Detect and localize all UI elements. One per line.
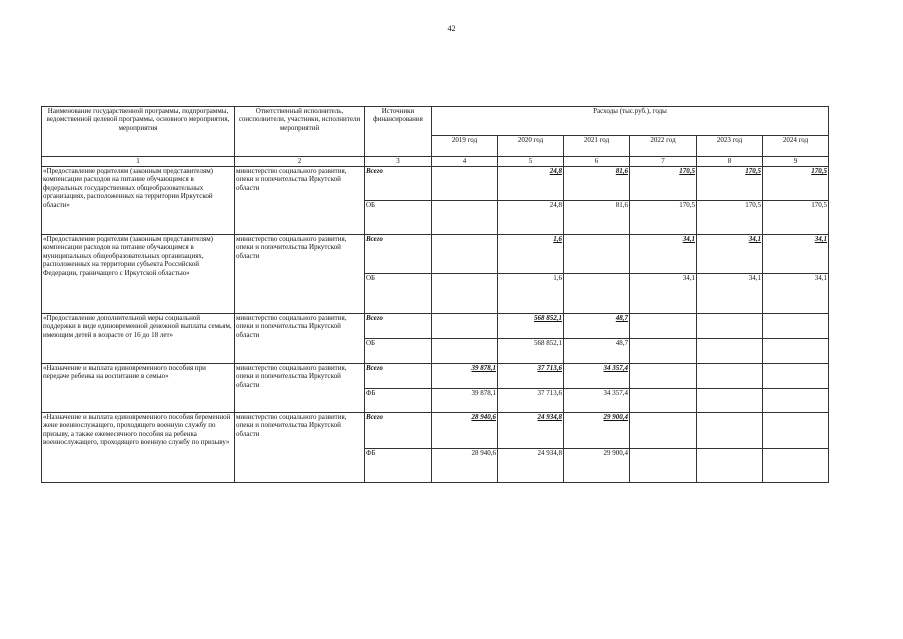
total-value bbox=[630, 314, 697, 339]
total-value: 1,6 bbox=[498, 235, 564, 274]
total-value: 24,8 bbox=[498, 167, 564, 201]
source-value: 1,6 bbox=[498, 274, 564, 314]
header-year: 2024 год bbox=[763, 136, 829, 157]
source-value bbox=[697, 449, 763, 483]
total-value: 170,5 bbox=[697, 167, 763, 201]
source-total-label: Всего bbox=[365, 314, 432, 339]
total-value bbox=[697, 364, 763, 389]
measure-name: «Предоставление родителям (законным представителям) компенсации расходов на питание обучающимся в федеральных государственных общеобразовательных организациях, расположенных на территории Иркутской области» bbox=[42, 167, 235, 235]
header-year: 2020 год bbox=[498, 136, 564, 157]
header-executor: Ответственный исполнитель, соисполнители, участники, исполнители мероприятий bbox=[235, 107, 365, 157]
source-value bbox=[697, 339, 763, 364]
total-value bbox=[697, 413, 763, 449]
total-value: 37 713,6 bbox=[498, 364, 564, 389]
measure-executor: министерство социального развития, опеки и попечительства Иркутской области bbox=[235, 364, 365, 413]
header-expenses: Расходы (тыс.руб.), годы bbox=[432, 107, 829, 136]
source-value bbox=[630, 339, 697, 364]
source-label: ФБ bbox=[365, 449, 432, 483]
header-year: 2022 год bbox=[630, 136, 697, 157]
header-name: Наименование государственной программы, подпрограммы, ведомственной целевой программы, основного мероприятия, мероприятия bbox=[42, 107, 235, 157]
header-source: Источники финансирования bbox=[365, 107, 432, 157]
total-value bbox=[564, 235, 630, 274]
header-year: 2019 год bbox=[432, 136, 498, 157]
source-label: ОБ bbox=[365, 201, 432, 235]
total-value bbox=[432, 314, 498, 339]
total-value: 34,1 bbox=[697, 235, 763, 274]
source-total-label: Всего bbox=[365, 167, 432, 201]
measure-name: «Назначение и выплата единовременного пособия при передаче ребенка на воспитание в семью» bbox=[42, 364, 235, 413]
source-value: 81,6 bbox=[564, 201, 630, 235]
total-value: 24 934,8 bbox=[498, 413, 564, 449]
measure-executor: министерство социального развития, опеки и попечительства Иркутской области bbox=[235, 167, 365, 235]
table-row bbox=[42, 364, 829, 389]
source-value bbox=[432, 201, 498, 235]
measure-executor: министерство социального развития, опеки и попечительства Иркутской области bbox=[235, 235, 365, 314]
source-value: 170,5 bbox=[697, 201, 763, 235]
measure-executor: министерство социального развития, опеки и попечительства Иркутской области bbox=[235, 413, 365, 483]
source-value: 24,8 bbox=[498, 201, 564, 235]
column-number: 5 bbox=[498, 157, 564, 167]
source-label: ОБ bbox=[365, 274, 432, 314]
column-number: 4 bbox=[432, 157, 498, 167]
expenses-table bbox=[41, 106, 829, 483]
total-value: 29 900,4 bbox=[564, 413, 630, 449]
source-value: 28 940,6 bbox=[432, 449, 498, 483]
source-total-label: Всего bbox=[365, 235, 432, 274]
column-number: 1 bbox=[42, 157, 235, 167]
source-value: 568 852,1 bbox=[498, 339, 564, 364]
table-row bbox=[42, 413, 829, 449]
measure-name: «Предоставление родителям (законным представителям) компенсации расходов на питание обучающимся в муниципальных общеобразовательных организациях, расположенных на территории субъекта Российской Федерации, граничащего с Иркутской областью» bbox=[42, 235, 235, 314]
measure-name: «Предоставление дополнительной меры социальной поддержки в виде единовременной денежной выплаты семьям, имеющим детей в возрасте от 16 до 18 лет» bbox=[42, 314, 235, 364]
source-value bbox=[763, 389, 829, 413]
column-number: 3 bbox=[365, 157, 432, 167]
total-value bbox=[630, 413, 697, 449]
total-value: 34 357,4 bbox=[564, 364, 630, 389]
source-label: ОБ bbox=[365, 339, 432, 364]
source-value: 37 713,6 bbox=[498, 389, 564, 413]
table-row bbox=[42, 314, 829, 339]
source-value: 34,1 bbox=[763, 274, 829, 314]
source-label: ФБ bbox=[365, 389, 432, 413]
total-value: 48,7 bbox=[564, 314, 630, 339]
source-value bbox=[564, 274, 630, 314]
source-value bbox=[763, 339, 829, 364]
source-value: 34 357,4 bbox=[564, 389, 630, 413]
total-value: 568 852,1 bbox=[498, 314, 564, 339]
total-value: 170,5 bbox=[630, 167, 697, 201]
total-value bbox=[432, 235, 498, 274]
source-value: 29 900,4 bbox=[564, 449, 630, 483]
column-number: 2 bbox=[235, 157, 365, 167]
page-number: 42 bbox=[447, 24, 456, 33]
source-value: 170,5 bbox=[630, 201, 697, 235]
table-row bbox=[42, 235, 829, 274]
source-value bbox=[432, 274, 498, 314]
source-value: 34,1 bbox=[630, 274, 697, 314]
source-value: 39 878,1 bbox=[432, 389, 498, 413]
total-value: 39 878,1 bbox=[432, 364, 498, 389]
source-value: 24 934,8 bbox=[498, 449, 564, 483]
total-value: 34,1 bbox=[763, 235, 829, 274]
source-value bbox=[763, 449, 829, 483]
total-value: 81,6 bbox=[564, 167, 630, 201]
total-value: 170,5 bbox=[763, 167, 829, 201]
measure-executor: министерство социального развития, опеки и попечительства Иркутской области bbox=[235, 314, 365, 364]
source-value bbox=[432, 339, 498, 364]
source-value: 170,5 bbox=[763, 201, 829, 235]
total-value bbox=[763, 314, 829, 339]
column-number: 8 bbox=[697, 157, 763, 167]
measure-name: «Назначение и выплата единовременного пособия беременной жене военнослужащего, проходящего военную службу по призыву, а также ежемесячного пособия на ребенка военнослужащего, проходящего военную службу по призыву» bbox=[42, 413, 235, 483]
column-number-row bbox=[42, 157, 829, 167]
source-value bbox=[630, 389, 697, 413]
column-number: 6 bbox=[564, 157, 630, 167]
source-value bbox=[697, 389, 763, 413]
total-value bbox=[630, 364, 697, 389]
header-year: 2021 год bbox=[564, 136, 630, 157]
source-total-label: Всего bbox=[365, 364, 432, 389]
source-value: 34,1 bbox=[697, 274, 763, 314]
total-value: 34,1 bbox=[630, 235, 697, 274]
source-value bbox=[630, 449, 697, 483]
total-value bbox=[763, 413, 829, 449]
total-value: 28 940,6 bbox=[432, 413, 498, 449]
header-year: 2023 год bbox=[697, 136, 763, 157]
column-number: 9 bbox=[763, 157, 829, 167]
source-value: 48,7 bbox=[564, 339, 630, 364]
total-value bbox=[432, 167, 498, 201]
column-number: 7 bbox=[630, 157, 697, 167]
source-total-label: Всего bbox=[365, 413, 432, 449]
total-value bbox=[697, 314, 763, 339]
total-value bbox=[763, 364, 829, 389]
table-row bbox=[42, 167, 829, 201]
